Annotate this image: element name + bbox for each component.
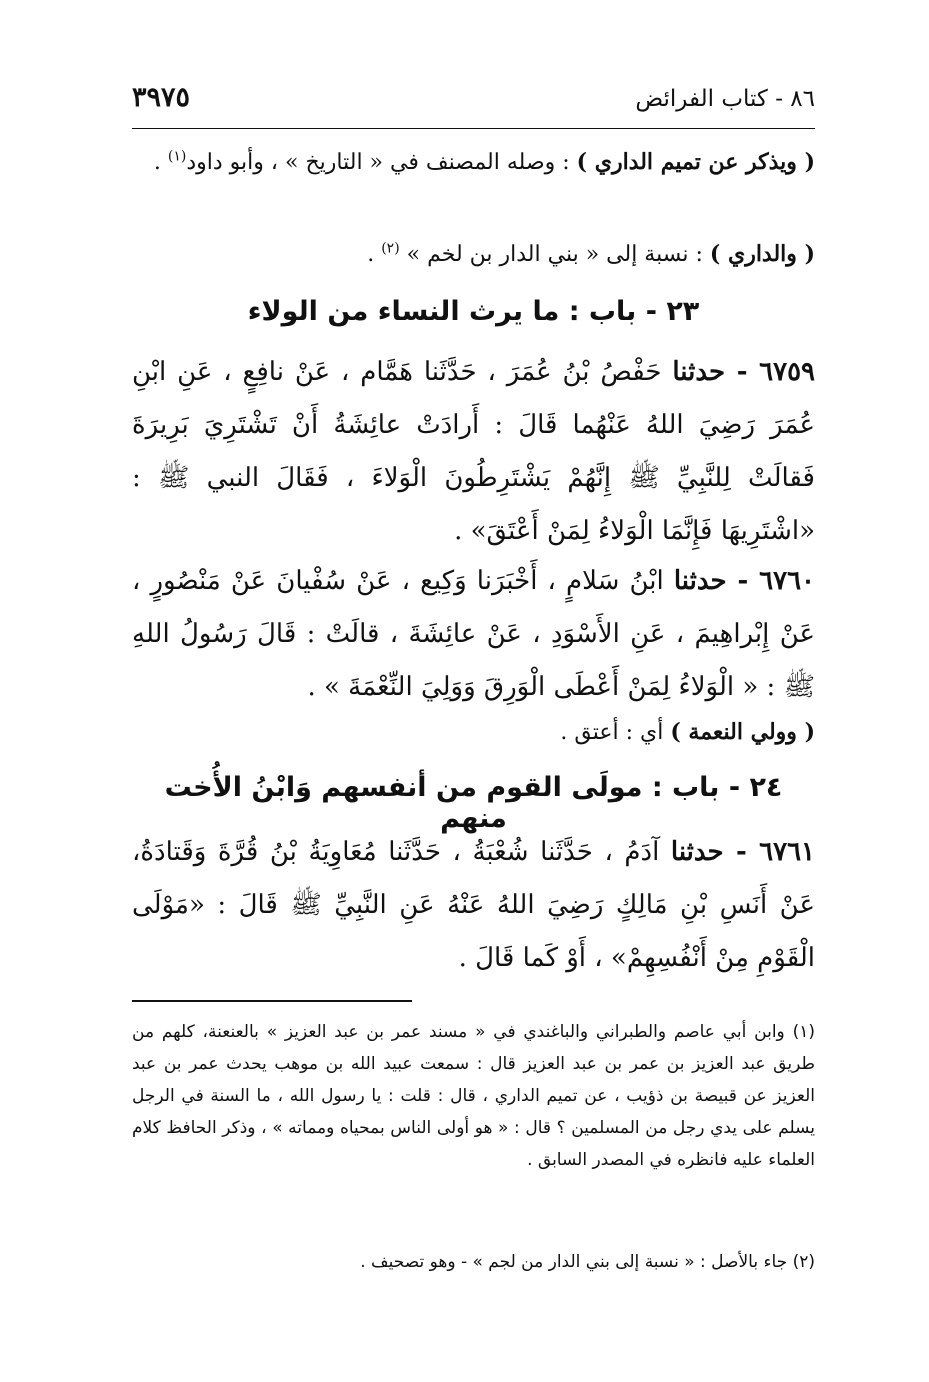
hadith-6759 — [132, 346, 837, 558]
page-header — [132, 82, 815, 129]
intro-text-1: : وصله المصنف في « التاريخ » ، وأبو داود — [186, 150, 570, 175]
hadith-6760 — [132, 555, 837, 714]
footnote-ref-2: (٢) — [381, 240, 400, 257]
hadith-6759-number: ٦٧٥٩ - حدثنا — [672, 357, 816, 387]
hadith-6759-text: حَفْصُ بْنُ عُمَرَ ، حَدَّثَنا هَمَّام ، عَنْ نافِعٍ ، عَنِ ابْنِ عُمَرَ رَضِيَ اللهُ عَنْهُما قَالَ : أَرادَتْ عائِشَةُ أَنْ تَشْتَرِيَ بَرِيرَةَ فَقالَتْ لِلنَّبِيِّ ﷺ إِنَّهُمْ يَشْتَرِطُونَ الْوَلاءَ ، فَقَالَ النبي ﷺ : «اشْتَرِيهَا فَإِنَّمَا الْوَلاءُ لِمَنْ أَعْتَقَ» . — [132, 357, 815, 546]
hadith-6760-text: ابْنُ سَلامٍ ، أَخْبَرَنا وَكِيع ، عَنْ سُفْيانَ عَنْ مَنْصُورٍ ، عَنْ إِبْراهِيمَ ، عَنِ الأَسْوَدِ ، عَنْ عائِشَةَ ، قالَتْ : قَالَ رَسُولُ اللهِ ﷺ : « الْوَلاءُ لِمَنْ أَعْطَى الْوَرِقَ وَوَلِيَ النِّعْمَةَ » . — [132, 566, 815, 702]
note-text: أي : أعتق . — [560, 720, 664, 745]
running-title: ٨٦ - كتاب الفرائض — [635, 86, 815, 112]
hadith-6761-number: ٦٧٦١ - حدثنا — [670, 837, 815, 867]
intro-paragraph-1: ( ويذكر عن تميم الداري ) : وصله المصنف في « التاريخ » ، وأبو داود$^{(١)}$ . — [153, 148, 815, 175]
chapter-24-title: ٢٤ - باب : مولَى القوم من أنفسهم وَابْنُ الأُخت منهم — [164, 772, 783, 834]
intro-text-2: : نسبة إلى « بني الدار بن لخم » — [406, 242, 703, 267]
hadith-6760-number: ٦٧٦٠ - حدثنا — [673, 566, 816, 596]
intro-label-2: ( والداري ) — [709, 241, 815, 267]
footnote-separator — [132, 1000, 412, 1002]
page-number: ٣٩٧٥ — [132, 82, 191, 113]
book-page — [132, 0, 815, 1382]
footnote-ref-1: (١) — [167, 148, 187, 165]
intro-label-1: ( ويذكر عن تميم الداري ) — [576, 149, 815, 175]
footnote-1: (١) وابن أبي عاصم والطبراني والباغندي في « مسند عمر بن عبد العزيز » بالعنعنة، كلهم من طريق عبد العزيز بن عمر بن عبد العزيز قال : سمعت عبيد الله بن موهب يحدث عمر بن عبد العزيز عن قبيصة بن ذؤيب ، عن تميم الداري ، قال : قلت : يا رسول الله ، ما السنة في الرجل يسلم على يدي رجل من المسلمين ؟ قال : « هو أولى الناس بمحياه ومماته » ، وذكر الحافظ كلام العلماء عليه فانظره في المصدر السابق . — [132, 1022, 815, 1170]
hadith-6761 — [132, 826, 837, 985]
hadith-6761-text: آدَمُ ، حَدَّثَنا شُعْبَةُ ، حَدَّثَنا مُعَاوِيَةُ بْنُ قُرَّةَ وَقَتادَةُ، عَنْ أَنَسِ بْنِ مَالِكٍ رَضِيَ اللهُ عَنْهُ عَنِ النَّبِيِّ ﷺ قَالَ : «مَوْلَى الْقَوْمِ مِنْ أَنْفُسِهِمْ» ، أَوْ كَما قَالَ . — [132, 837, 815, 973]
footnote-2: (٢) جاء بالأصل : « نسبة إلى بني الدار من لجم » - وهو تصحيف . — [360, 1252, 815, 1272]
note-label: ( وولي النعمة ) — [670, 719, 815, 745]
chapter-23-title: ٢٣ - باب : ما يرث النساء من الولاء — [247, 296, 700, 327]
hadith-6760-note — [132, 710, 837, 755]
intro-paragraph-2: ( والداري ) : نسبة إلى « بني الدار بن لخم » $^{(٢)}$ . — [367, 240, 815, 267]
